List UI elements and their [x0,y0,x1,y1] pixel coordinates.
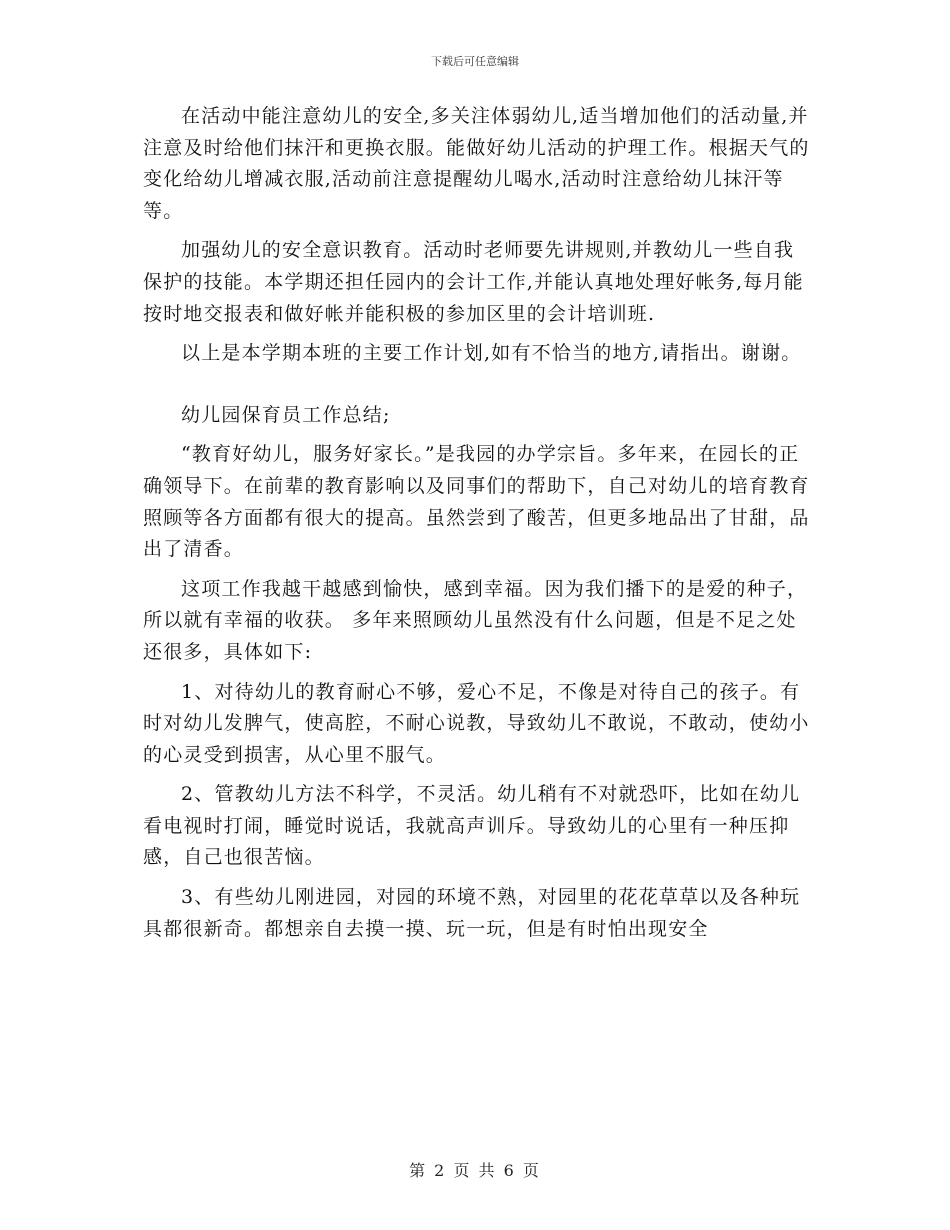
list-item-1: 1、对待幼儿的教育耐心不够，爱心不足，不像是对待自己的孩子。有时对幼儿发脾气，使高腔，不耐心说教，导致幼儿不敢说，不敢动，使幼小的心灵受到损害，从心里不服气。 [143,680,810,766]
list-item-3: 3、有些幼儿刚进园，对园的环境不熟，对园里的花花草草以及各种玩具都很新奇。都想亲自去摸一摸、玩一玩，但是有时怕出现安全 [143,886,801,940]
paragraph-motto: “教育好幼儿，服务好家长。”是我园的办学宗旨。多年来，在园长的正确领导下。在前辈的教育影响以及同事们的帮助下，自己对幼儿的培育教育照顾等各方面都有很大的提高。虽然尝到了酸苦，但更多地品出了甘甜，品出了清香。 [143,443,810,561]
section-title: 幼儿园保育员工作总结; [181,403,391,426]
paragraph-closing: 以上是本学期本班的主要工作计划,如有不恰当的地方,请指出。谢谢。 [181,342,802,365]
paragraph-safety-education: 加强幼儿的安全意识教育。活动时老师要先讲规则,并教幼儿一些自我保护的技能。本学期还担任园内的会计工作,并能认真地处理好帐务,每月能按时地交报表和做好帐并能积极的参加区里的会计培训班. [143,239,804,325]
paragraph-activity-safety: 在活动中能注意幼儿的安全,多关注体弱幼儿,适当增加他们的活动量,并注意及时给他们抹汗和更换衣服。能做好幼儿活动的护理工作。根据天气的变化给幼儿增减衣服,活动前注意提醒幼儿喝水,活动时注意给幼儿抹汗等等。 [143,105,810,222]
list-item-2: 2、管教幼儿方法不科学，不灵活。幼儿稍有不对就恐吓，比如在幼儿看电视时打闹，睡觉时说话，我就高声训斥。导致幼儿的心里有一种压抑感，自己也很苦恼。 [143,783,801,869]
page-footer: 第 2 页 共 6 页 [409,1161,541,1180]
paragraph-happiness: 这项工作我越干越感到愉快，感到幸福。因为我们播下的是爱的种子，所以就有幸福的收获。 多年来照顾幼儿虽然没有什么问题，但是不足之处还很多，具体如下: [143,577,808,663]
section-spacer [143,378,811,400]
page-header: 下载后可任意编辑 [431,55,519,68]
document-body [143,101,811,953]
